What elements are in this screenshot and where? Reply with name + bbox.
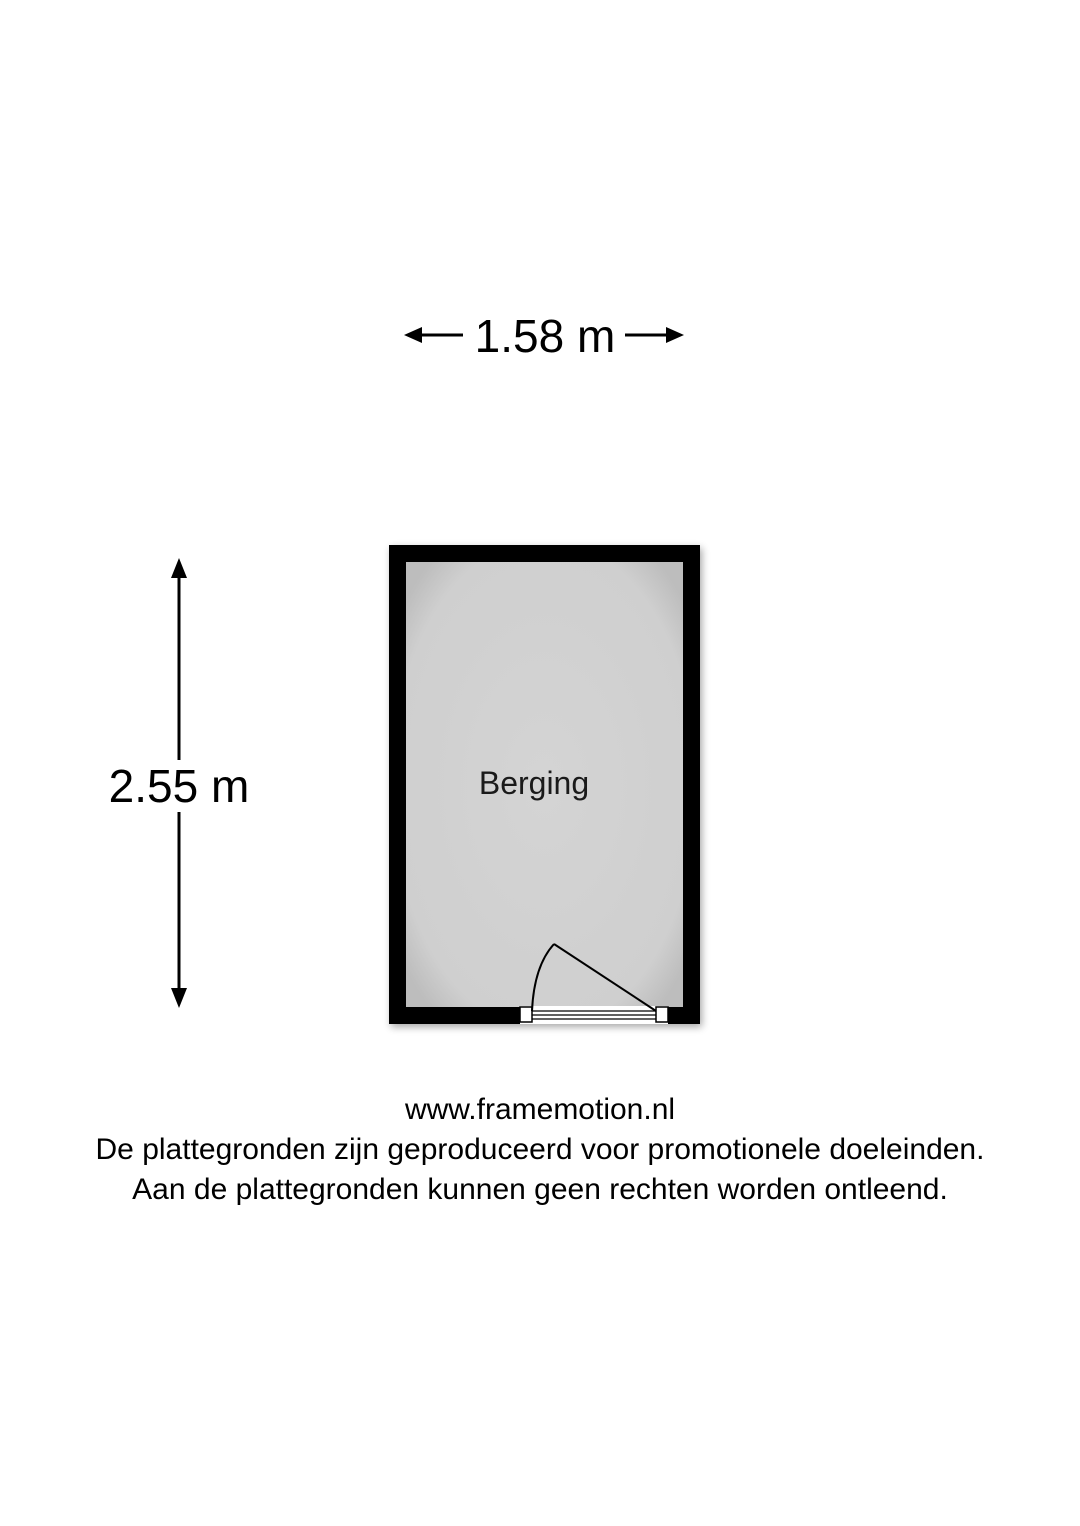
width-dimension [404, 310, 684, 362]
footer [0, 1090, 1080, 1210]
door-frame-right [656, 1007, 668, 1022]
height-arrow-bottom-head [171, 988, 187, 1008]
height-dimension [109, 558, 250, 1008]
website-text: www.framemotion.nl [404, 1093, 676, 1126]
height-label: 2.55 m [108, 760, 250, 812]
room-label: Berging [478, 765, 590, 801]
width-arrow-right-head [666, 327, 684, 343]
height-arrow-top-head [171, 558, 187, 578]
width-label: 1.58 m [474, 310, 616, 362]
width-arrow-left-head [404, 327, 422, 343]
disclaimer-line-2: Aan de plattegronden kunnen geen rechten worden ontleend. [132, 1173, 948, 1206]
door-frame-left [520, 1007, 532, 1022]
disclaimer-line-1: De plattegronden zijn geproduceerd voor promotionele doeleinden. [95, 1133, 985, 1166]
